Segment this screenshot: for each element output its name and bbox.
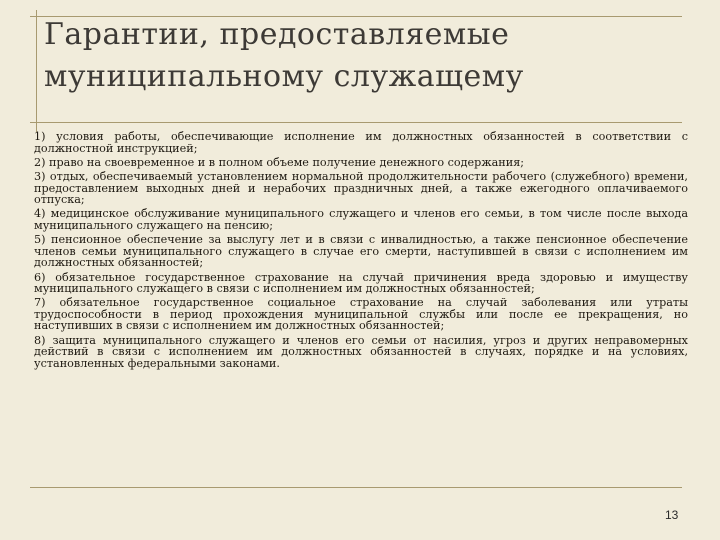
title-line-2: муниципальному служащему — [44, 59, 524, 94]
title-line-1: Гарантии, предоставляемые — [44, 17, 510, 52]
list-item: 2) право на своевременное и в полном объеме получение денежного содержания; — [34, 155, 525, 169]
list-item: 1) условия работы, обеспечивающие исполнение им должностных обязанностей в соответствии с должностной инструкцией; — [34, 130, 688, 155]
frame-left-rule — [36, 10, 37, 132]
list-item: 5) пенсионное обеспечение за выслугу лет и в связи с инвалидностью, а также пенсионное обеспечение членов семьи муниципального служащего в случае его смерти, наступившей в связи с исполнением им должностных обязанностей; — [34, 233, 688, 270]
bottom-rule — [30, 487, 682, 488]
guarantees-list — [34, 131, 688, 372]
list-item: 3) отдых, обеспечиваемый установлением нормальной продолжительности рабочего (служебного) времени, предоставлением выходных дней и нерабочих праздничных дней, а также ежегодного оплачиваемого отпуска; — [34, 169, 688, 207]
list-item: 8) защита муниципального служащего и членов его семьи от насилия, угроз и других неправомерных действий в связи с исполнением им должностных обязанностей в случаях, порядке и на условиях, установленных федеральными законами. — [34, 333, 688, 370]
list-item: 6) обязательное государственное страхование на случай причинения вреда здоровью и имуществу муниципального служащего в связи с исполнением им должностных обязанностей; — [34, 270, 688, 296]
page-number: 13 — [665, 508, 679, 522]
slide-title — [44, 14, 684, 98]
list-item: 4) медицинское обслуживание муниципального служащего и членов его семьи, в том числе после выхода муниципального служащего на пенсию; — [34, 207, 688, 232]
title-underline — [30, 122, 682, 123]
list-item: 7) обязательное государственное социальное страхование на случай заболевания или утраты трудоспособности в период прохождения муниципальной службы или после ее прекращения, но наступивших в связи с исполнением им должностных обязанностей; — [34, 296, 688, 333]
